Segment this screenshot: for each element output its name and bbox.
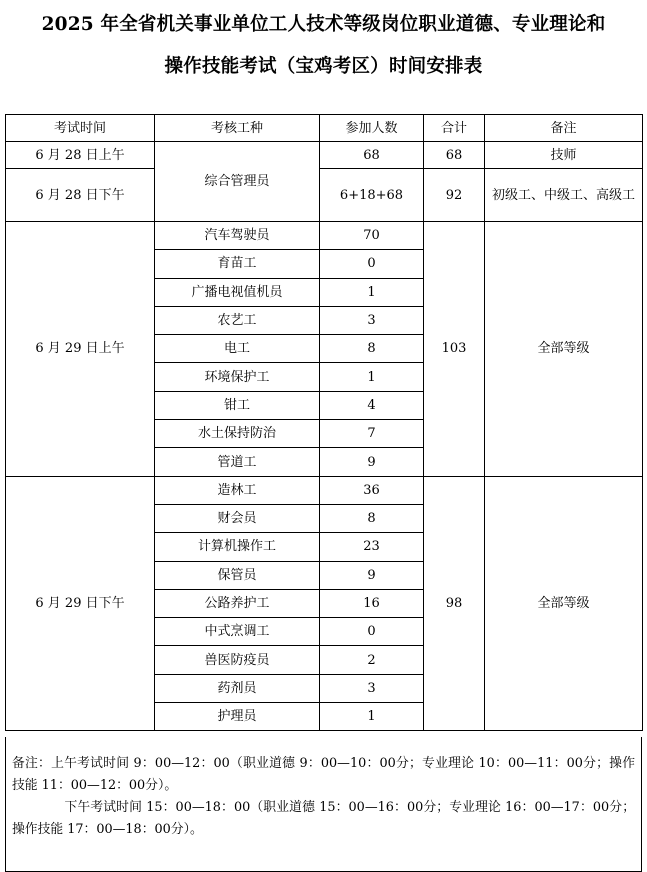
participant-count-cell: 36 <box>320 476 424 504</box>
participant-count-cell: 16 <box>320 589 424 617</box>
participant-count-cell: 70 <box>320 222 424 250</box>
participant-count-cell: 8 <box>320 504 424 532</box>
participant-count-cell: 1 <box>320 363 424 391</box>
job-type-cell: 公路养护工 <box>155 589 320 617</box>
job-type-cell: 农艺工 <box>155 306 320 334</box>
participant-count-cell: 23 <box>320 533 424 561</box>
job-type-cell: 电工 <box>155 335 320 363</box>
job-type-cell: 水土保持防治 <box>155 420 320 448</box>
participant-count-cell: 68 <box>320 142 424 169</box>
document-title-line2: 操作技能考试（宝鸡考区）时间安排表 <box>164 56 483 77</box>
table-row <box>6 476 643 504</box>
table-row <box>6 222 643 250</box>
participant-count-cell: 4 <box>320 391 424 419</box>
participant-count-cell: 3 <box>320 306 424 334</box>
header-remark: 备注 <box>485 115 643 142</box>
job-type-cell: 钳工 <box>155 391 320 419</box>
header-row <box>6 115 643 142</box>
remark-cell: 全部等级 <box>485 476 643 731</box>
job-type-cell: 护理员 <box>155 703 320 731</box>
total-cell: 103 <box>424 222 485 477</box>
schedule-table <box>5 114 643 731</box>
job-type-cell: 保管员 <box>155 561 320 589</box>
participant-count-cell: 2 <box>320 646 424 674</box>
exam-time-cell: 6 月 28 日下午 <box>6 169 155 222</box>
notes-section <box>5 737 642 872</box>
remark-cell: 全部等级 <box>485 222 643 477</box>
exam-time-cell: 6 月 28 日上午 <box>6 142 155 169</box>
job-type-cell: 造林工 <box>155 476 320 504</box>
document-title-line1: 2025 年全省机关事业单位工人技术等级岗位职业道德、专业理论和 <box>41 14 606 35</box>
job-type-cell: 药剂员 <box>155 674 320 702</box>
header-participants: 参加人数 <box>320 115 424 142</box>
participant-count-cell: 7 <box>320 420 424 448</box>
total-cell: 68 <box>424 142 485 169</box>
job-type-cell: 管道工 <box>155 448 320 476</box>
exam-time-cell: 6 月 29 日上午 <box>6 222 155 477</box>
participant-count-cell: 8 <box>320 335 424 363</box>
participant-count-cell: 1 <box>320 703 424 731</box>
job-type-cell: 综合管理员 <box>155 142 320 222</box>
header-total: 合计 <box>424 115 485 142</box>
total-cell: 98 <box>424 476 485 731</box>
note-morning: 备注：上午考试时间 9：00—12：00（职业道德 9：00—10：00分；专业理论 10：00—11：00分；操作技能 11：00—12：00分）。 <box>12 756 635 793</box>
job-type-cell: 财会员 <box>155 504 320 532</box>
table-row <box>6 169 643 222</box>
job-type-cell: 中式烹调工 <box>155 618 320 646</box>
participant-count-cell: 0 <box>320 250 424 278</box>
remark-cell: 技师 <box>485 142 643 169</box>
participant-count-cell: 6+18+68 <box>320 169 424 222</box>
exam-time-cell: 6 月 29 日下午 <box>6 476 155 731</box>
job-type-cell: 育苗工 <box>155 250 320 278</box>
header-exam-time: 考试时间 <box>6 115 155 142</box>
job-type-cell: 汽车驾驶员 <box>155 222 320 250</box>
participant-count-cell: 1 <box>320 278 424 306</box>
participant-count-cell: 3 <box>320 674 424 702</box>
job-type-cell: 广播电视值机员 <box>155 278 320 306</box>
remark-cell: 初级工、中级工、高级工 <box>485 169 643 222</box>
job-type-cell: 计算机操作工 <box>155 533 320 561</box>
table-row <box>6 142 643 169</box>
header-job-type: 考核工种 <box>155 115 320 142</box>
participant-count-cell: 9 <box>320 561 424 589</box>
note-afternoon: 下午考试时间 15：00—18：00（职业道德 15：00—16：00分；专业理论 16：00—17：00分；操作技能 17：00—18：00分）。 <box>12 800 635 837</box>
total-cell: 92 <box>424 169 485 222</box>
job-type-cell: 兽医防疫员 <box>155 646 320 674</box>
participant-count-cell: 0 <box>320 618 424 646</box>
participant-count-cell: 9 <box>320 448 424 476</box>
job-type-cell: 环境保护工 <box>155 363 320 391</box>
